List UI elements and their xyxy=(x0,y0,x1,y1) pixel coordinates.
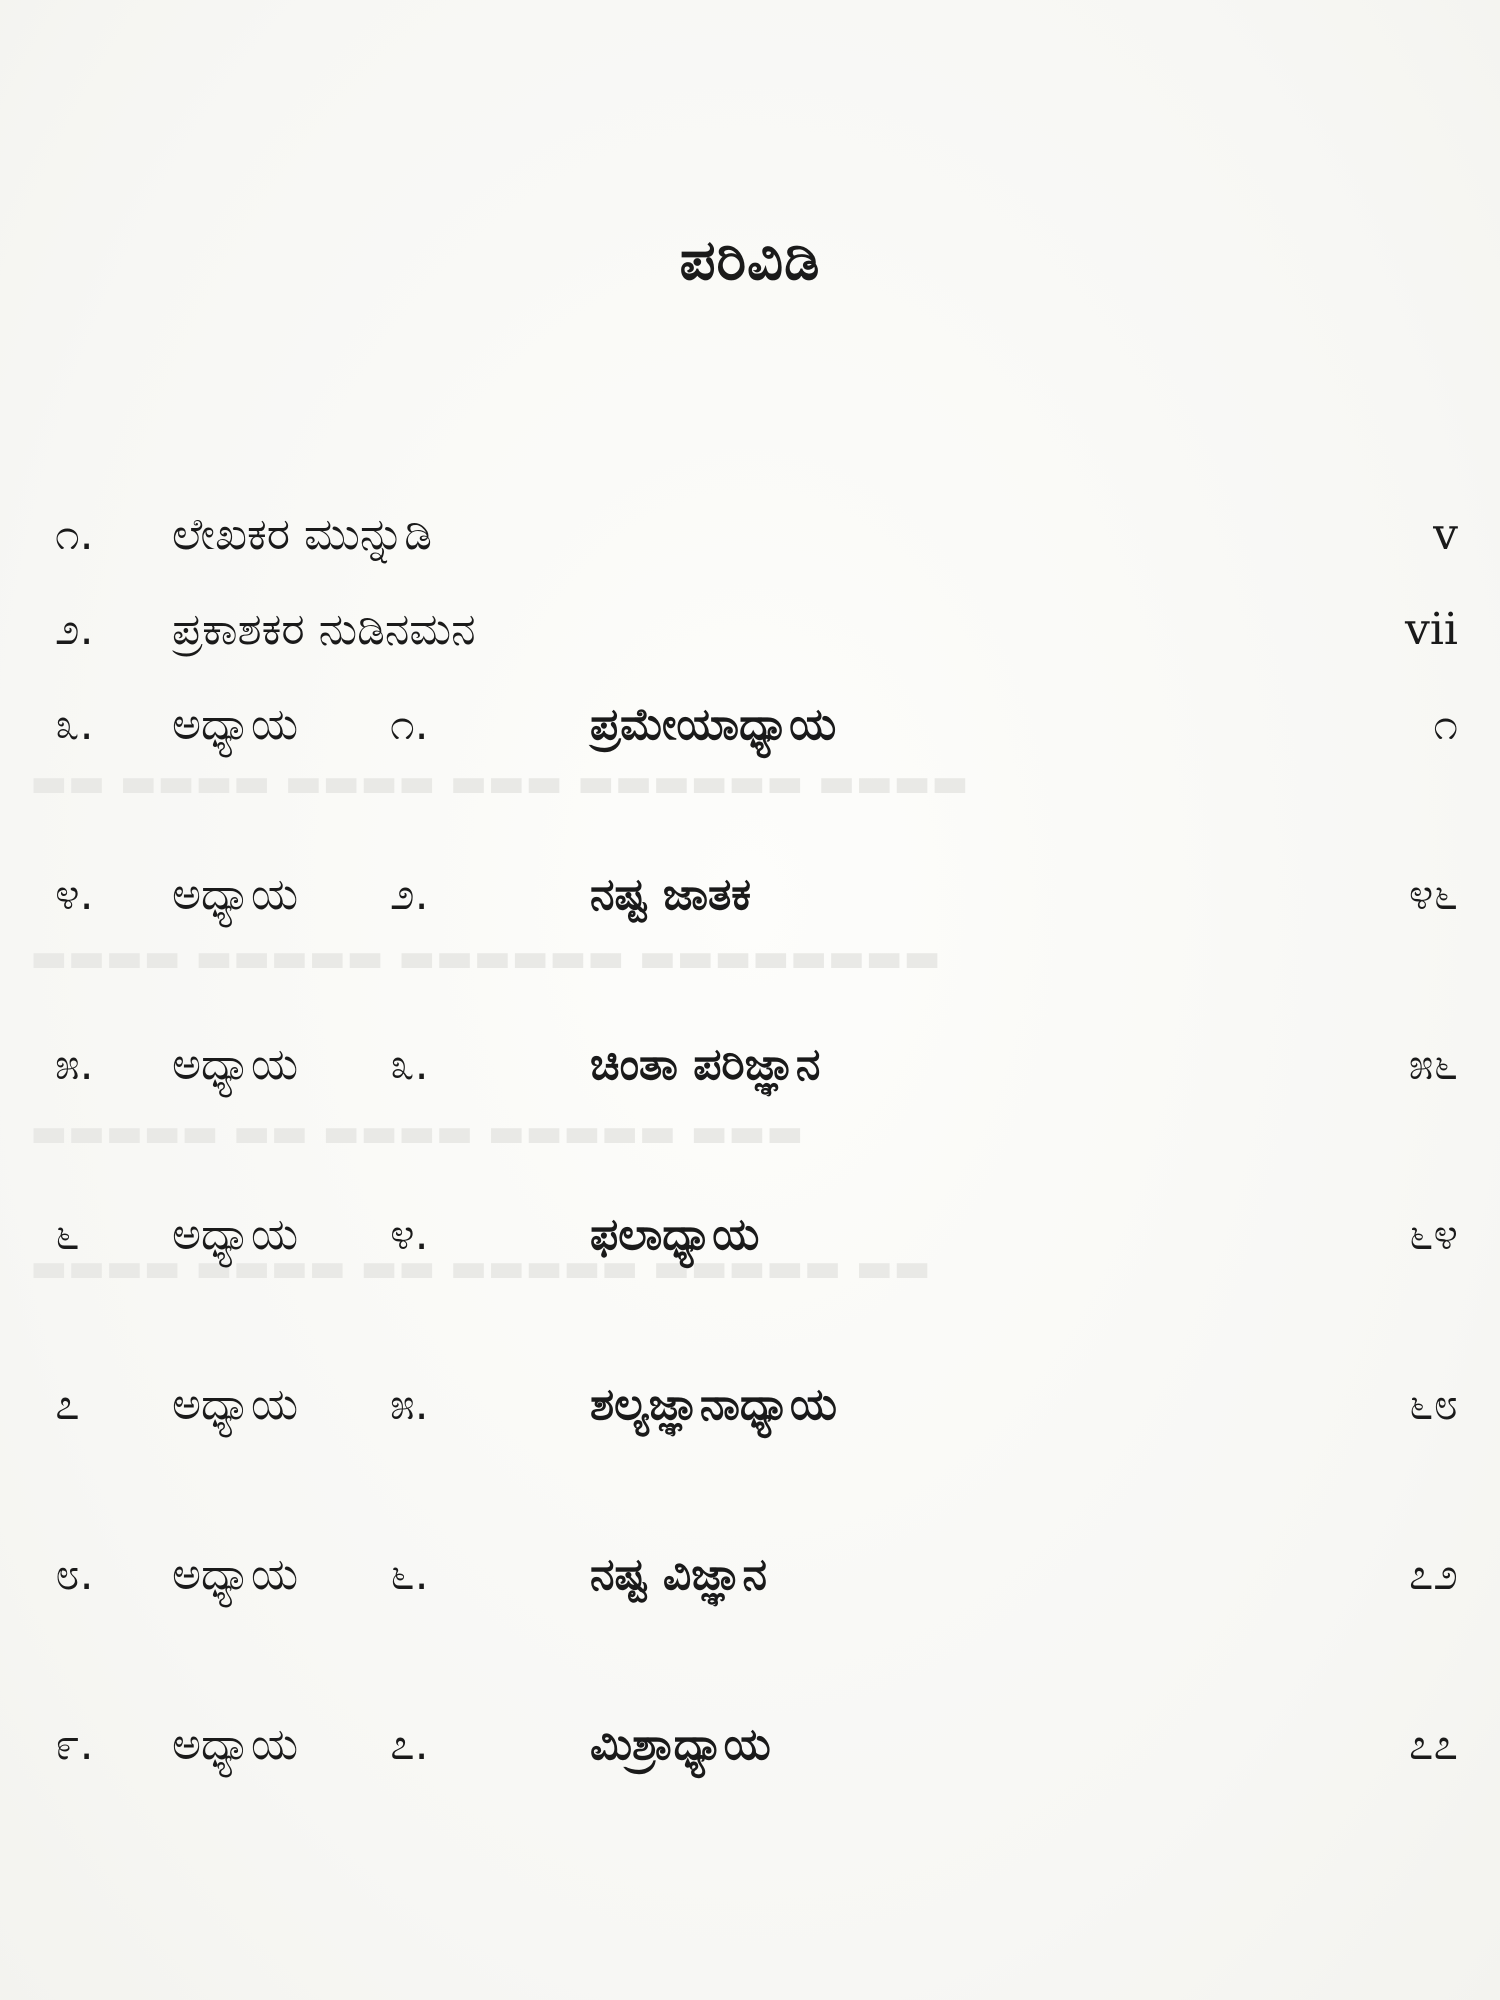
toc-entry xyxy=(0,1535,1500,1615)
entry-label: ಅಧ್ಯಾಯ xyxy=(172,699,299,750)
page-number: vii xyxy=(1404,604,1458,655)
chapter-number: ೩. xyxy=(390,1039,429,1090)
toc-entry xyxy=(0,855,1500,935)
entry-number: ೭ xyxy=(55,1379,80,1430)
toc-entry xyxy=(0,1195,1500,1275)
bleed-through-decoration: ▬▬▬▬ ▬▬▬▬ ▬▬ ▬▬▬▬▬ ▬▬▬▬▬ ▬▬ xyxy=(30,1245,932,1291)
entry-label: ಲೇಖಕರ ಮುನ್ನುಡಿ xyxy=(172,509,432,560)
entry-label: ಪ್ರಕಾಶಕರ ನುಡಿನಮನ xyxy=(172,604,476,655)
entry-number: ೧. xyxy=(55,509,94,560)
toc-entry xyxy=(0,590,1500,670)
page-number: ೬೪ xyxy=(1408,1209,1458,1260)
chapter-name: ಪ್ರಮೇಯಾಧ್ಯಾಯ xyxy=(590,699,837,750)
bleed-through-decoration: ▬▬ ▬▬▬▬ ▬▬▬▬ ▬▬▬ ▬▬▬▬▬▬ ▬▬▬▬ xyxy=(30,760,969,806)
chapter-name: ಚಿಂತಾ ಪರಿಜ್ಞಾನ xyxy=(590,1039,821,1090)
page-number: ೧ xyxy=(1433,699,1458,750)
entry-number: ೫. xyxy=(55,1039,94,1090)
toc-entry xyxy=(0,1705,1500,1785)
page-number: ೭೨ xyxy=(1408,1549,1458,1600)
chapter-number: ೧. xyxy=(390,699,429,750)
page-title: ಪರಿವಿಡಿ xyxy=(679,228,821,293)
page-number: ೬೮ xyxy=(1408,1379,1458,1430)
chapter-name: ಶಲ್ಯಜ್ಞಾನಾಧ್ಯಾಯ xyxy=(590,1379,838,1430)
bleed-through-decoration: ▬▬▬▬ ▬▬▬▬▬ ▬▬▬▬▬▬ ▬▬▬▬▬▬▬▬ xyxy=(30,935,942,981)
entry-number: ೮. xyxy=(55,1549,94,1600)
entry-label: ಅಧ್ಯಾಯ xyxy=(172,1549,299,1600)
entry-label: ಅಧ್ಯಾಯ xyxy=(172,1719,299,1770)
chapter-number: ೭. xyxy=(390,1719,429,1770)
chapter-number: ೬. xyxy=(390,1549,429,1600)
toc-entry xyxy=(0,1025,1500,1105)
entry-number: ೨. xyxy=(55,604,94,655)
chapter-name: ನಷ್ಟ ವಿಜ್ಞಾನ xyxy=(590,1549,767,1600)
entry-number: ೯. xyxy=(55,1719,94,1770)
toc-entry xyxy=(0,1365,1500,1445)
page-number: ೪೬ xyxy=(1408,869,1458,920)
entry-number: ೬ xyxy=(55,1209,80,1260)
entry-label: ಅಧ್ಯಾಯ xyxy=(172,869,299,920)
toc-entry xyxy=(0,685,1500,765)
entry-number: ೪. xyxy=(55,869,94,920)
chapter-number: ೫. xyxy=(390,1379,429,1430)
chapter-name: ಫಲಾಧ್ಯಾಯ xyxy=(590,1209,760,1260)
entry-label: ಅಧ್ಯಾಯ xyxy=(172,1209,299,1260)
entry-label: ಅಧ್ಯಾಯ xyxy=(172,1039,299,1090)
page-number: v xyxy=(1433,509,1458,560)
toc-entry xyxy=(0,495,1500,575)
chapter-name: ಮಿಶ್ರಾಧ್ಯಾಯ xyxy=(590,1719,771,1770)
page-number: ೭೭ xyxy=(1408,1719,1458,1770)
entry-number: ೩. xyxy=(55,699,94,750)
chapter-number: ೪. xyxy=(390,1209,429,1260)
entry-label: ಅಧ್ಯಾಯ xyxy=(172,1379,299,1430)
chapter-number: ೨. xyxy=(390,869,429,920)
chapter-name: ನಷ್ಟ ಜಾತಕ xyxy=(590,869,752,920)
page-number: ೫೬ xyxy=(1408,1039,1458,1090)
bleed-through-decoration: ▬▬▬▬▬ ▬▬ ▬▬▬▬ ▬▬▬▬▬ ▬▬▬ xyxy=(30,1110,804,1156)
